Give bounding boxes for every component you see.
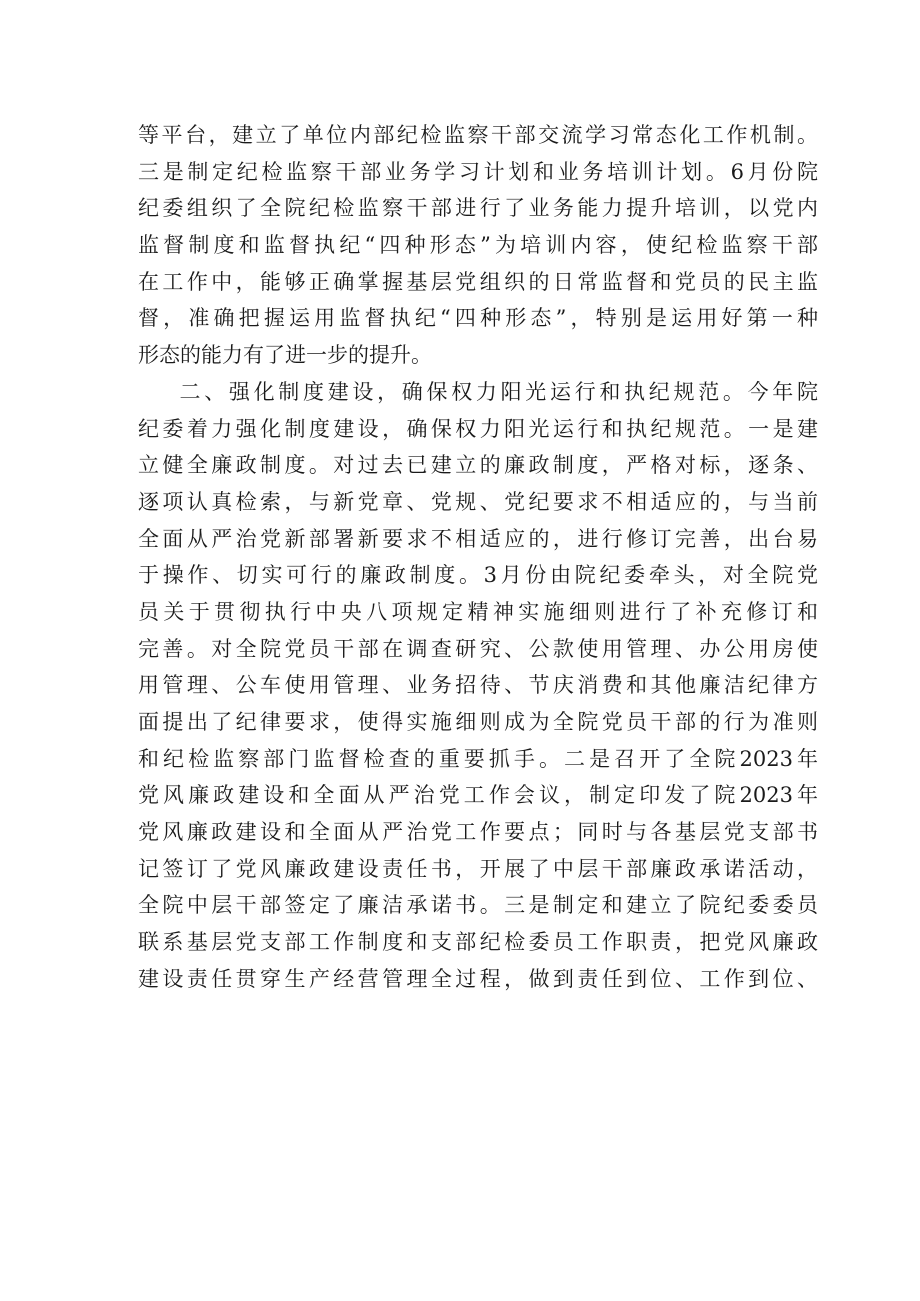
section-heading-line: 二、强化制度建设，确保权力阳光运行和执纪规范。今年院 [138,379,818,404]
text-line: 完善。对全院党员干部在调查研究、公款使用管理、办公用房使 [138,636,818,661]
text-line: 党风廉政建设和全面从严治党工作会议，制定印发了院2023年 [138,783,818,808]
text-line: 员关于贯彻执行中央八项规定精神实施细则进行了补充修订和 [138,599,818,624]
text-line: 监督制度和监督执纪“四种形态”为培训内容，使纪检监察干部 [138,233,818,258]
text-line: 督，准确把握运用监督执纪“四种形态”，特别是运用好第一种 [138,306,818,331]
text-line: 纪委着力强化制度建设，确保权力阳光运行和执纪规范。一是建 [138,416,818,441]
text-line: 党风廉政建设和全面从严治党工作要点；同时与各基层党支部书 [138,820,818,845]
text-line: 全面从严治党新部署新要求不相适应的，进行修订完善，出台易 [138,526,818,551]
text-line: 于操作、切实可行的廉政制度。3月份由院纪委牵头，对全院党 [138,563,818,588]
text-line: 建设责任贯穿生产经营管理全过程，做到责任到位、工作到位、 [138,966,818,991]
text-line: 逐项认真检索，与新党章、党规、党纪要求不相适应的，与当前 [138,489,818,514]
text-line: 在工作中，能够正确掌握基层党组织的日常监督和党员的民主监 [138,269,818,294]
text-line: 用管理、公车使用管理、业务招待、节庆消费和其他廉洁纪律方 [138,673,818,698]
text-line: 等平台，建立了单位内部纪检监察干部交流学习常态化工作机制。 [138,123,818,147]
text-line: 三是制定纪检监察干部业务学习计划和业务培训计划。6月份院 [138,159,818,184]
text-line: 和纪检监察部门监督检查的重要抓手。二是召开了全院2023年 [138,746,818,771]
text-line: 联系基层党支部工作制度和支部纪检委员工作职责，把党风廉政 [138,930,818,955]
text-line: 立健全廉政制度。对过去已建立的廉政制度，严格对标，逐条、 [138,453,818,478]
body-text [138,117,818,998]
text-line: 记签订了党风廉政建设责任书，开展了中层干部廉政承诺活动， [138,856,818,881]
text-line: 全院中层干部签定了廉洁承诺书。三是制定和建立了院纪委委员 [138,893,818,918]
text-line: 纪委组织了全院纪检监察干部进行了业务能力提升培训，以党内 [138,196,818,221]
paragraph-last-line: 形态的能力有了进一步的提升。 [138,343,432,368]
text-line: 面提出了纪律要求，使得实施细则成为全院党员干部的行为准则 [138,710,818,734]
